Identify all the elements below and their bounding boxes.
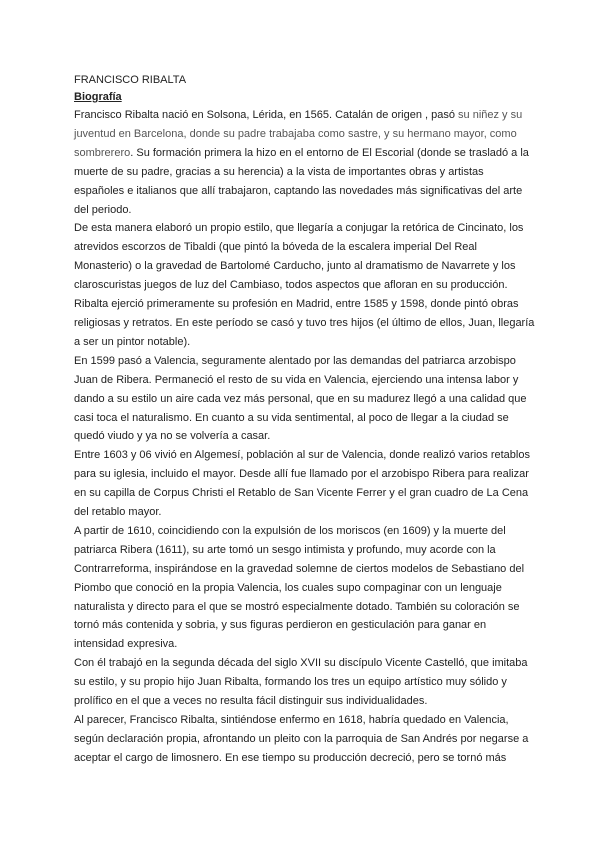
paragraph-5: Entre 1603 y 06 vivió en Algemesí, población al sur de Valencia, donde realizó varios retablos para su iglesia, incluido el mayor. Desde allí fue llamado por el arzobispo Ribera para realizar en su capilla de Corpus Christi el Retablo de San Vicente Ferrer y el gran cuadro de La Cena del retablo mayor.: [74, 449, 530, 519]
paragraph-2: De esta manera elaboró un propio estilo, que llegaría a conjugar la retórica de Cincinato, los atrevidos escorzos de Tibaldi (que pintó la bóveda de la escalera imperial Del Real Monasterio) o la gravedad de Bartolomé Carducho, junto al dramatismo de Navarrete y los claroscuristas juegos de luz del Cambiaso, todos aspectos que afloran en su producción.: [74, 222, 524, 292]
document-title: FRANCISCO RIBALTA: [74, 74, 187, 86]
paragraph-1-part-a: Francisco Ribalta nació en Solsona, Lérida, en 1565. Catalán de origen , pasó: [74, 109, 459, 121]
paragraph-1: [74, 106, 536, 219]
paragraph-3: Ribalta ejerció primeramente su profesión en Madrid, entre 1585 y 1598, donde pintó obras religiosas y retratos. En este período se casó y tuvo tres hijos (el último de ellos, Juan, llegaría a ser un pintor notable).: [74, 298, 535, 348]
paragraph-4: En 1599 pasó a Valencia, seguramente alentado por las demandas del patriarca arzobispo Juan de Ribera. Permaneció el resto de su vida en Valencia, ejerciendo una intensa labor y dando a su estilo un aire cada vez más personal, que en su madurez llegó a una calidad que casi toca el naturalismo. En cuanto a su vida sentimental, al poco de llegar a la ciudad se quedó viudo y ya no se volvería a casar.: [74, 354, 527, 443]
document-page: [74, 72, 536, 768]
paragraph-8: Al parecer, Francisco Ribalta, sintiéndose enfermo en 1618, habría quedado en Valencia, según declaración propia, afrontando un pleito con la parroquia de San Andrés por negarse a aceptar el cargo de limosnero. En ese tiempo su producción decreció, pero se tornó más: [74, 714, 529, 764]
paragraph-1-part-b: su niñez y su juventud en Barcelona, donde su padre trabajaba como sastre, y su hermano mayor, como sombrerero: [74, 109, 523, 159]
paragraph-1-part-c: . Su formación primera la hizo en el entorno de El Escorial (donde se trasladó a la muerte de su padre, gracias a su herencia) a la vista de importantes obras y artistas españoles e italianos que allí trabajaron, captando las novedades más significativas del arte del periodo.: [74, 146, 529, 216]
section-heading-biografia: Biografía: [74, 91, 122, 103]
paragraph-7: Con él trabajó en la segunda década del siglo XVII su discípulo Vicente Castelló, que imitaba su estilo, y su propio hijo Juan Ribalta, formando los tres un equipo artístico muy sólido y prolífico en el que a veces no resulta fácil distinguir sus individualidades.: [74, 657, 528, 708]
paragraph-6: A partir de 1610, coincidiendo con la expulsión de los moriscos (en 1609) y la muerte del patriarca Ribera (1611), su arte tomó un sesgo intimista y profundo, muy acorde con la Contrarreforma, inspirándose en la gravedad solemne de ciertos modelos de Sebastiano del Piombo que conoció en la propia Valencia, los cuales supo compaginar con un lenguaje naturalista y directo para el que se mostró especialmente dotado. También su coloración se tornó más contenida y sobria, y sus figuras perdieron en gesticulación para ganar en intensidad expresiva.: [74, 524, 525, 651]
